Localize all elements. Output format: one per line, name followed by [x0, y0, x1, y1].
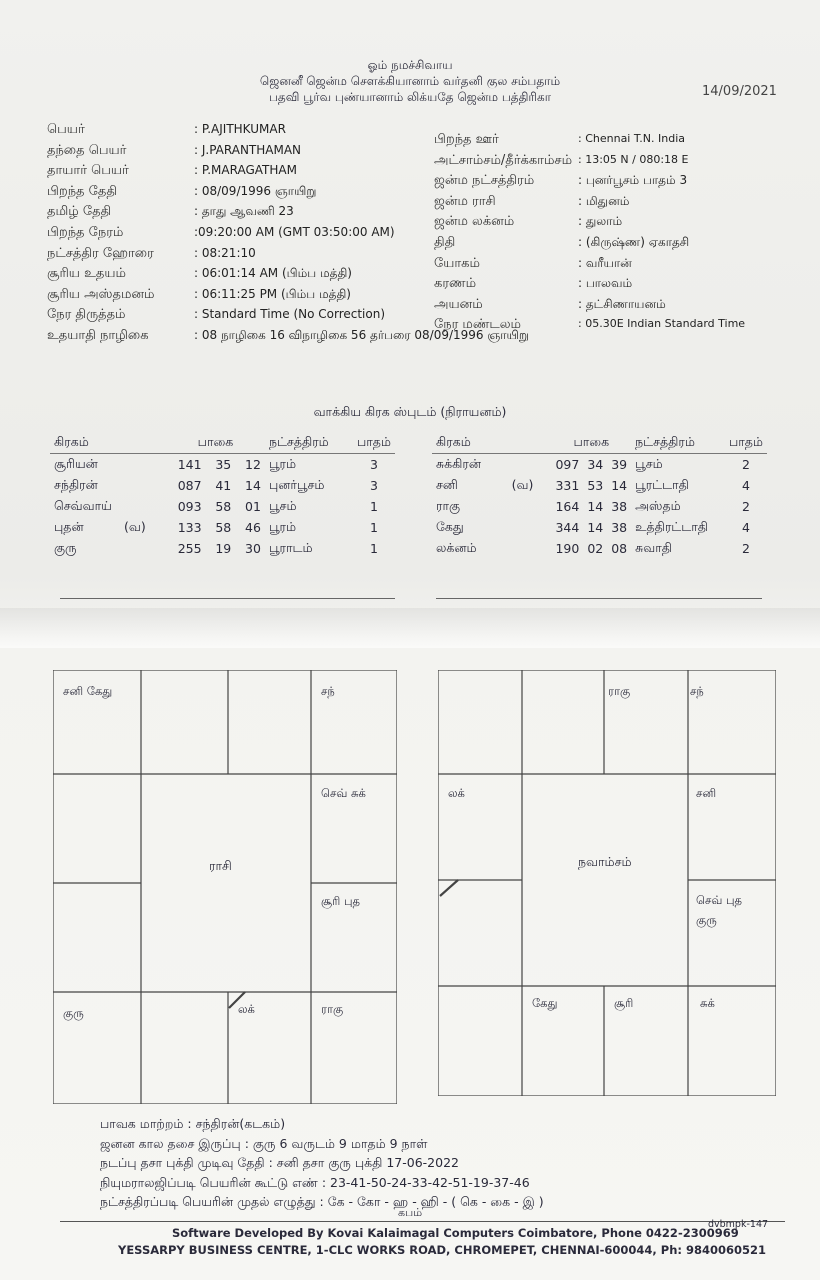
planet-star: சுவாதி: [635, 540, 673, 555]
planet-retro: [120, 454, 166, 476]
planet-row: [50, 475, 395, 496]
planet-second: 46: [245, 520, 261, 535]
rasi-grid: [53, 670, 397, 1104]
navamsa-center-label: நவாம்சம்: [578, 854, 632, 869]
detail-value-left: : J.PARANTHAMAN: [194, 142, 302, 157]
planet-degree: 255: [177, 541, 202, 556]
navamsa-house-virgo: சுக்: [700, 996, 715, 1010]
planet-pada: 4: [741, 520, 750, 535]
rasi-house-gemini: சந்: [321, 684, 335, 698]
planet-row: [50, 538, 395, 559]
planet-minute: 14: [587, 520, 604, 535]
footer-info-line: நட்சத்திரப்படி பெயரின் முதல் எழுத்து : கே - கோ - ஹ - ஹி - ( கெ - கை - இ ): [100, 1194, 544, 1209]
navamsa-house-gemini: சந்: [690, 684, 704, 698]
detail-value-left: : P.MARAGATHAM: [194, 163, 297, 178]
planet-second: 14: [611, 478, 628, 493]
planet-table-right: [432, 432, 767, 559]
planet-minute: 14: [587, 499, 604, 514]
planet-retro: [120, 538, 166, 559]
planet-star: உத்திரட்டாதி: [635, 519, 708, 534]
planet-retro: [508, 496, 552, 517]
navamsa-house-taurus: ராகு: [608, 684, 631, 698]
planet-minute: 58: [215, 520, 232, 535]
planet-section-title: வாக்கிய கிரக ஸ்புடம் (நிராயனம்): [313, 404, 507, 419]
navamsa-grid: [438, 670, 776, 1096]
footer-info-line: ஜனன கால தசை இருப்பு : குரு 6 வருடம் 9 மாதம் 9 நாள்: [100, 1135, 428, 1151]
address-line: YESSARPY BUSINESS CENTRE, 1-CLC WORKS ROAD, CHROMEPET, CHENNAI-600044, Ph: 9840060521: [118, 1243, 767, 1257]
planet-row: [432, 517, 767, 538]
planet-second: 12: [245, 457, 261, 472]
planet-row: [50, 517, 395, 538]
detail-value-right: : (கிருஷ்ண) ஏகாதசி: [578, 235, 690, 249]
planet-star: பூரம்: [268, 519, 297, 534]
planet-pada: 2: [741, 541, 750, 556]
planet-star: பூசம்: [635, 456, 663, 471]
planet-name: லக்னம்: [436, 540, 477, 555]
detail-label-right: நேர மண்டலம்: [434, 317, 522, 333]
planet-retro: [120, 475, 166, 496]
footer-info-line: பாவக மாற்றம் : சந்திரன்(கடகம்): [100, 1116, 286, 1131]
planet-degree: 331: [555, 478, 580, 493]
planet-minute: 19: [215, 541, 232, 556]
th-star: நட்சத்திரம்: [631, 432, 725, 454]
table-bottom-line-right: [436, 598, 762, 599]
rasi-house-libra: லக்: [238, 1002, 255, 1016]
planet-minute: 58: [215, 499, 232, 514]
planet-retro: (வ): [124, 519, 146, 534]
planet-minute: 35: [215, 457, 232, 472]
planet-minute: 41: [215, 478, 232, 493]
header-line1: ஓம் நமச்சிவாய: [367, 58, 453, 72]
detail-label-right: கரணம்: [434, 276, 477, 292]
detail-value-right: : வரீயான்: [578, 255, 632, 270]
planet-row: [432, 538, 767, 559]
planet-minute: 34: [587, 457, 604, 472]
planet-pada: 2: [741, 457, 750, 472]
planet-retro: [508, 454, 552, 476]
planet-degree: 097: [555, 457, 580, 472]
planet-star: பூரட்டாதி: [635, 477, 689, 492]
detail-value-right: : பாலவம்: [578, 276, 633, 291]
planet-table-left: [50, 432, 395, 559]
th-degree: பாகை: [166, 432, 265, 454]
detail-label-right: திதி: [434, 235, 456, 250]
planet-retro: (வ): [511, 477, 534, 492]
detail-value-left: : 08:21:10: [194, 245, 256, 260]
navamsa-chart: [438, 670, 776, 1096]
th-degree: பாகை: [551, 432, 631, 454]
planet-retro: [508, 538, 552, 559]
th-planet: கிரகம்: [50, 432, 120, 454]
software-code: dvbmpk-147: [708, 1219, 769, 1230]
planet-star: புனர்பூசம்: [268, 477, 325, 492]
th-planet: கிரகம்: [432, 432, 508, 454]
detail-value-left: : 06:11:25 PM (பிம்ப மத்தி): [194, 286, 351, 301]
planet-name: சுக்கிரன்: [436, 456, 481, 471]
detail-value-right: : Chennai T.N. India: [578, 132, 685, 145]
software-line: Software Developed By Kovai Kalaimagal Computers Coimbatore, Phone 0422-2300969: [172, 1226, 739, 1240]
detail-label-left: நட்சத்திர ஹோரை: [47, 245, 154, 261]
planet-minute: 02: [587, 541, 604, 556]
detail-label-right: அட்சாம்சம்/தீர்க்காம்சம்: [434, 152, 573, 168]
detail-label-left: சூரிய அஸ்தமனம்: [47, 286, 155, 302]
detail-value-left: : 08 நாழிகை 16 விநாழிகை 56 தர்பரை 08/09/1996 ஞாயிறு: [194, 328, 529, 342]
detail-label-left: பெயர்: [47, 122, 85, 137]
planet-row: [432, 496, 767, 517]
planet-name: சனி: [436, 477, 458, 492]
planet-second: 38: [611, 520, 628, 535]
th-pada: பாதம்: [353, 432, 395, 454]
detail-value-left: : 08/09/1996 ஞாயிறு: [194, 183, 317, 198]
planet-star: பூசம்: [268, 498, 297, 513]
planet-star: அஸ்தம்: [635, 498, 681, 513]
detail-label-right: பிறந்த ஊர்: [434, 132, 499, 147]
rasi-house-virgo: ராகு: [321, 1002, 344, 1016]
planet-degree: 133: [177, 520, 202, 535]
navamsa-house-leo: செவ் புத குரு: [696, 893, 743, 927]
detail-label-left: பிறந்த தேதி: [47, 183, 117, 199]
footer-tail: கபம்: [398, 1206, 423, 1219]
th-star: நட்சத்திரம்: [265, 432, 353, 454]
planet-pada: 1: [370, 499, 378, 514]
footer-info-line: நியுமராலஜிப்படி பெயரின் கூட்டு எண் : 23-41-50-24-33-42-51-19-37-46: [100, 1174, 530, 1190]
planet-pada: 2: [741, 499, 750, 514]
detail-label-left: பிறந்த நேரம்: [47, 225, 124, 240]
planet-retro: [120, 496, 166, 517]
planet-second: 38: [611, 499, 628, 514]
planet-row: [50, 496, 395, 517]
detail-value-left: : Standard Time (No Correction): [194, 307, 386, 322]
planet-pada: 1: [370, 520, 378, 535]
detail-label-left: சூரிய உதயம்: [47, 266, 126, 282]
detail-value-left: : 06:01:14 AM (பிம்ப மத்தி): [194, 266, 352, 281]
planet-name: செவ்வாய்: [54, 498, 112, 513]
rasi-center-label: ராசி: [209, 858, 232, 873]
th-pada: பாதம்: [725, 432, 767, 454]
planet-degree: 093: [177, 499, 202, 514]
planet-row: [432, 454, 767, 476]
planet-minute: 53: [587, 478, 604, 493]
planet-star: பூரம்: [268, 456, 297, 471]
footer-info-line: நடப்பு தசா புக்தி முடிவு தேதி : சனி தசா குரு புக்தி 17-06-2022: [100, 1155, 459, 1170]
detail-label-right: யோகம்: [434, 255, 480, 271]
detail-value-left: : P.AJITHKUMAR: [194, 122, 286, 136]
planet-row: [50, 454, 395, 476]
footer-rule: [60, 1221, 785, 1222]
planet-second: 30: [245, 541, 261, 556]
planet-name: சூரியன்: [54, 456, 98, 471]
planet-pada: 3: [370, 478, 378, 493]
navamsa-house-scorpio: கேது: [532, 996, 558, 1010]
rasi-house-leo: சூரி புத: [321, 894, 360, 908]
planet-degree: 344: [555, 520, 580, 535]
detail-label-left: உதயாதி நாழிகை: [47, 328, 149, 343]
planet-name: புதன்: [54, 519, 84, 534]
planet-retro: [508, 517, 552, 538]
planet-row: [432, 475, 767, 496]
planet-second: 39: [611, 457, 628, 472]
rasi-house-sagittarius: குரு: [63, 1006, 84, 1020]
navamsa-house-cancer: சனி: [696, 786, 717, 800]
planet-star: பூராடம்: [268, 540, 313, 555]
detail-label-right: ஜன்ம ராசி: [434, 193, 496, 209]
planet-pada: 4: [741, 478, 750, 493]
detail-label-left: தந்தை பெயர்: [47, 142, 127, 158]
planet-name: கேது: [436, 519, 464, 534]
detail-label-right: ஜன்ம லக்னம்: [434, 214, 515, 230]
rasi-house-pisces: சனி கேது: [63, 684, 113, 698]
planet-second: 01: [245, 499, 261, 514]
navamsa-house-libra: சூரி: [614, 996, 634, 1010]
detail-value-right: : 05.30E Indian Standard Time: [578, 317, 746, 331]
planet-degree: 164: [555, 499, 580, 514]
paper-fold: [0, 608, 820, 648]
detail-label-left: தமிழ் தேதி: [47, 204, 112, 220]
detail-value-right: : புனர்பூசம் பாதம் 3: [578, 173, 688, 188]
planet-degree: 190: [555, 541, 580, 556]
planet-name: சந்திரன்: [54, 477, 98, 492]
detail-value-right: : துலாம்: [578, 214, 623, 229]
planet-degree: 141: [177, 457, 202, 472]
planet-second: 08: [611, 541, 628, 556]
header-line3: பதவி பூர்வ புண்யானாம் லிக்யதே ஜென்ம பத்திரிகா: [268, 90, 552, 104]
detail-value-right: : 13:05 N / 080:18 E: [578, 152, 689, 166]
planet-name: ராகு: [436, 498, 461, 513]
header-date: 14/09/2021: [702, 84, 777, 99]
detail-label-left: நேர திருத்தம்: [47, 307, 126, 323]
planet-pada: 3: [370, 457, 378, 472]
planet-table-right-wrap: [432, 432, 767, 559]
rasi-chart: [53, 670, 397, 1104]
navamsa-house-aquarius: லக்: [448, 786, 465, 800]
detail-label-right: அயனம்: [434, 296, 483, 312]
planet-name: குரு: [54, 540, 77, 555]
rasi-house-cancer: செவ் சுக்: [321, 786, 366, 800]
detail-value-left: :09:20:00 AM (GMT 03:50:00 AM): [194, 225, 395, 239]
planet-degree: 087: [177, 478, 202, 493]
detail-label-right: ஜன்ம நட்சத்திரம்: [434, 173, 535, 189]
detail-value-left: : தாது ஆவணி 23: [194, 204, 294, 219]
detail-value-right: : மிதுனம்: [578, 193, 630, 208]
table-bottom-line-left: [60, 598, 395, 599]
planet-table-left-wrap: [50, 432, 395, 559]
planet-pada: 1: [370, 541, 378, 556]
header-line2: ஜெனனீ ஜென்ம சௌக்கியானாம் வர்தனி குல சம்பதாம்: [259, 74, 561, 88]
detail-value-right: : தட்சிணாயனம்: [578, 296, 666, 311]
planet-second: 14: [245, 478, 261, 493]
detail-label-left: தாயார் பெயர்: [47, 163, 129, 179]
